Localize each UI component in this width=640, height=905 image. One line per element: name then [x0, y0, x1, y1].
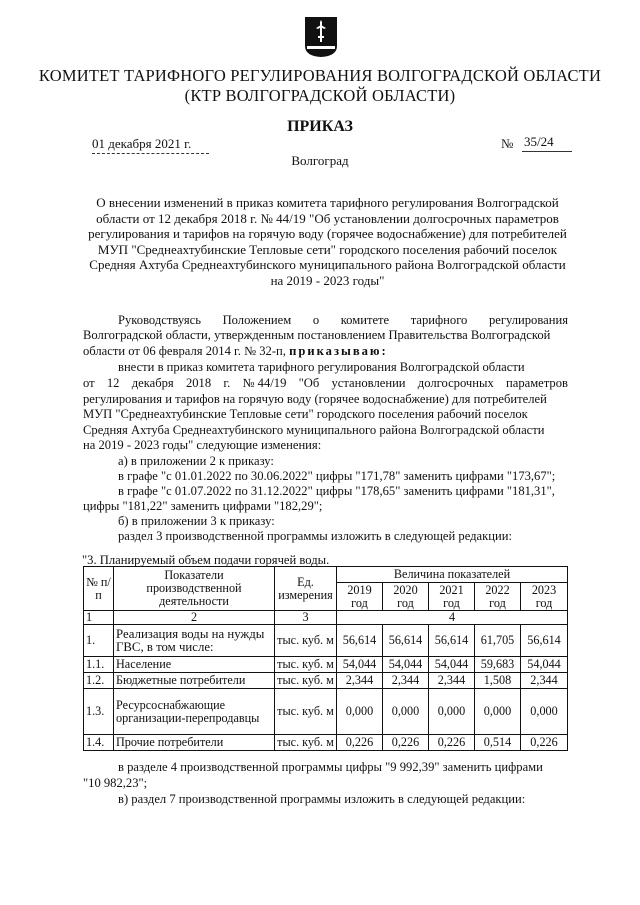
word: Положением — [222, 313, 292, 327]
word: № 44/19 — [242, 376, 287, 390]
header-year: 2021 год — [429, 583, 475, 611]
organization-name: КОМИТЕТ ТАРИФНОГО РЕГУЛИРОВАНИЯ ВОЛГОГРАДСКОЙ ОБЛАСТИ — [38, 66, 602, 85]
document-type: ПРИКАЗ — [287, 118, 353, 135]
word: декабря — [131, 376, 174, 390]
row-value: 0,226 — [429, 735, 475, 751]
order-word: приказываю: — [289, 344, 388, 358]
paragraph-line: МУП "Среднеахтубинские Тепловые сети" городского поселения рабочий поселок — [83, 407, 528, 421]
row-number: 1. — [84, 625, 114, 657]
organization-abbreviation: (КТР ВОЛГОГРАДСКОЙ ОБЛАСТИ) — [184, 86, 456, 105]
word: тарифного — [410, 313, 468, 327]
row-value: 2,344 — [521, 673, 568, 689]
paragraph-line: а) в приложении 2 к приказу: — [118, 454, 274, 468]
column-number: 3 — [275, 611, 337, 625]
paragraph-line: б) в приложении 3 к приказу: — [118, 514, 275, 528]
paragraph-line: "10 982,23"; — [83, 776, 148, 790]
row-number: 1.3. — [84, 689, 114, 735]
row-value: 2,344 — [383, 673, 429, 689]
word: "Об — [298, 376, 320, 390]
column-number: 4 — [337, 611, 568, 625]
paragraph-line: цифры "181,22" заменить цифрами "182,29"; — [83, 499, 323, 513]
row-unit: тыс. куб. м — [275, 735, 337, 751]
row-indicator: Бюджетные потребители — [114, 673, 275, 689]
paragraph-line: в графе "с 01.07.2022 по 31.12.2022" цифры "178,65" заменить цифрами "181,31", — [118, 484, 555, 498]
header-number: № п/п — [84, 567, 114, 611]
subject-line: Средняя Ахтуба Среднеахтубинского муниципального района Волгоградской области — [89, 257, 566, 273]
table-row — [84, 735, 568, 751]
table-title: "3. Планируемый объем подачи горячей воды. — [82, 553, 330, 567]
row-indicator: Население — [114, 657, 275, 673]
row-value: 0,000 — [337, 689, 383, 735]
row-value: 61,705 — [475, 625, 521, 657]
text: области от 06 февраля 2014 г. № 32-п, — [83, 344, 290, 358]
coat-of-arms-emblem — [304, 16, 338, 58]
paragraph-line: в разделе 4 производственной программы цифры "9 992,39" заменить цифрами — [118, 760, 543, 774]
row-indicator: Прочие потребители — [114, 735, 275, 751]
word: долгосрочных — [417, 376, 494, 390]
word: от — [83, 376, 95, 390]
word: 2018 — [185, 376, 212, 390]
subject-line: регулирования и тарифов на горячую воду (горячее водоснабжение) для потребителей — [88, 226, 567, 242]
paragraph-line: на 2019 - 2023 годы" следующие изменения: — [83, 438, 322, 452]
word: параметров — [506, 376, 568, 390]
paragraph-line — [118, 313, 568, 328]
row-value: 0,000 — [475, 689, 521, 735]
row-value: 54,044 — [429, 657, 475, 673]
row-value: 54,044 — [383, 657, 429, 673]
header-year: 2022 год — [475, 583, 521, 611]
row-value: 0,226 — [383, 735, 429, 751]
hot-water-volume-table — [83, 566, 568, 751]
word: о — [312, 313, 320, 327]
table-row — [84, 689, 568, 735]
paragraph-line — [83, 344, 388, 359]
word: установлении — [331, 376, 406, 390]
document-subject — [80, 195, 575, 289]
row-unit: тыс. куб. м — [275, 673, 337, 689]
row-value: 2,344 — [429, 673, 475, 689]
row-value: 56,614 — [429, 625, 475, 657]
header-year: 2019 год — [337, 583, 383, 611]
row-value: 0,000 — [429, 689, 475, 735]
subject-line: области от 12 декабря 2018 г. № 44/19 "Об установлении долгосрочных параметров — [96, 210, 559, 226]
document-date: 01 декабря 2021 г. — [92, 136, 209, 154]
row-value: 0,226 — [521, 735, 568, 751]
table-row — [84, 657, 568, 673]
document-city: Волгоград — [291, 153, 349, 168]
subject-line: МУП "Среднеахтубинские Тепловые сети" городского поселения рабочий поселок — [97, 241, 558, 257]
row-number: 1.4. — [84, 735, 114, 751]
subject-line: О внесении изменений в приказ комитета тарифного регулирования Волгоградской — [96, 195, 559, 210]
word: г. — [223, 376, 231, 390]
word: регулирования — [488, 313, 568, 327]
row-unit: тыс. куб. м — [275, 625, 337, 657]
row-value: 56,614 — [337, 625, 383, 657]
paragraph-line: раздел 3 производственной программы изложить в следующей редакции: — [118, 529, 512, 543]
header-year: 2023 год — [521, 583, 568, 611]
row-value: 54,044 — [337, 657, 383, 673]
header-unit: Ед. измерения — [275, 567, 337, 611]
row-value: 56,614 — [521, 625, 568, 657]
row-value: 2,344 — [337, 673, 383, 689]
row-unit: тыс. куб. м — [275, 689, 337, 735]
row-value: 0,514 — [475, 735, 521, 751]
row-number: 1.2. — [84, 673, 114, 689]
word: Руководствуясь — [118, 313, 201, 327]
row-unit: тыс. куб. м — [275, 657, 337, 673]
header-indicator: Показатели производственной деятельности — [114, 567, 275, 611]
column-number: 1 — [84, 611, 114, 625]
document-number: 35/24 — [522, 134, 572, 152]
table-row — [84, 625, 568, 657]
subject-line: на 2019 - 2023 годы" — [270, 272, 385, 288]
column-number: 2 — [114, 611, 275, 625]
paragraph-line: в) раздел 7 производственной программы изложить в следующей редакции: — [118, 792, 526, 806]
paragraph-line — [83, 376, 568, 391]
row-value: 0,000 — [383, 689, 429, 735]
paragraph-line: Средняя Ахтуба Среднеахтубинского муниципального района Волгоградской области — [83, 423, 545, 437]
row-value: 54,044 — [521, 657, 568, 673]
word: 12 — [106, 376, 120, 390]
word: комитете — [340, 313, 390, 327]
row-value: 1,508 — [475, 673, 521, 689]
paragraph-line: в графе "с 01.01.2022 по 30.06.2022" цифры "171,78" заменить цифрами "173,67"; — [118, 469, 556, 483]
table-row — [84, 673, 568, 689]
row-value: 0,000 — [521, 689, 568, 735]
row-value: 56,614 — [383, 625, 429, 657]
row-value: 59,683 — [475, 657, 521, 673]
header-year: 2020 год — [383, 583, 429, 611]
paragraph-line: внести в приказ комитета тарифного регулирования Волгоградской области — [118, 360, 525, 374]
row-number: 1.1. — [84, 657, 114, 673]
row-indicator: Ресурсоснабжающие организации-перепродавцы — [114, 689, 275, 735]
paragraph-line: регулирования и тарифов на горячую воду (горячее водоснабжение) для потребителей — [83, 392, 547, 406]
paragraph-line: Волгоградской области, утвержденным постановлением Правительства Волгоградской — [83, 328, 551, 342]
document-number-label: № — [501, 136, 514, 151]
row-value: 0,226 — [337, 735, 383, 751]
row-indicator: Реализация воды на нужды ГВС, в том числе: — [114, 625, 275, 657]
header-values: Величина показателей — [337, 567, 568, 583]
